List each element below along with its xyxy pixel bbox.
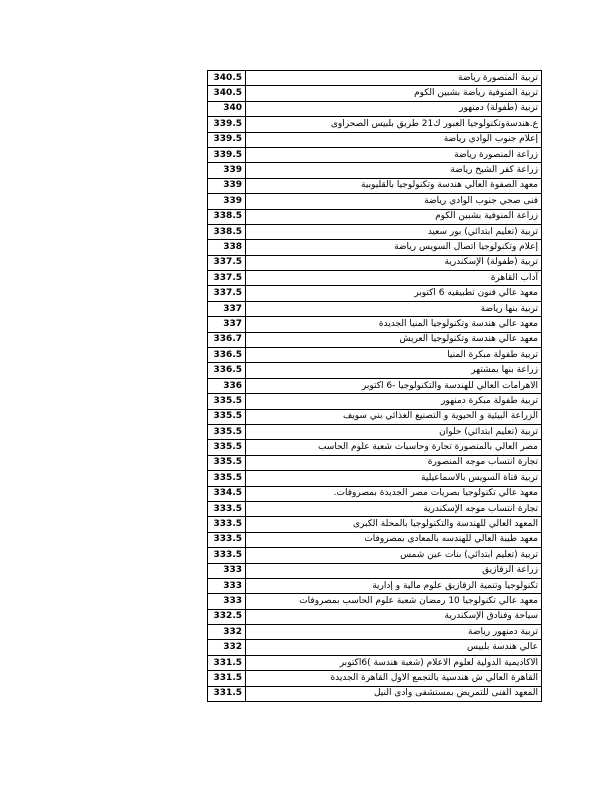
table-row — [208, 224, 542, 239]
table-row — [208, 332, 542, 347]
score-cell: 340.5 — [208, 86, 246, 101]
score-cell: 337 — [208, 317, 246, 332]
score-cell: 338.5 — [208, 209, 246, 224]
program-name-cell: فنى صحي جنوب الوادي رياضة — [246, 194, 542, 209]
program-name-cell: المعهد الفنى للتمريض بمستشفى وادى النيل — [246, 686, 542, 701]
program-name-cell: تربية (طفولة) دمنهور — [246, 101, 542, 116]
program-name-cell: القاهرة العالي ش هندسية بالتجمع الاول القاهرة الجديدة — [246, 671, 542, 686]
table-row — [208, 594, 542, 609]
score-cell: 333 — [208, 563, 246, 578]
score-cell: 340.5 — [208, 71, 246, 86]
program-name-cell: تربية (تعليم ابتدائي) حلوان — [246, 424, 542, 439]
table-row — [208, 147, 542, 162]
scores-table-container — [207, 70, 542, 702]
program-name-cell: معهد عالي تكنولوجيا 10 رمضان شعبة علوم الحاسب بمصروفات — [246, 594, 542, 609]
score-cell: 333.5 — [208, 532, 246, 547]
score-cell: 333 — [208, 578, 246, 593]
table-row — [208, 686, 542, 701]
score-cell: 336.7 — [208, 332, 246, 347]
score-cell: 339 — [208, 194, 246, 209]
score-cell: 338.5 — [208, 224, 246, 239]
table-row — [208, 178, 542, 193]
table-row — [208, 101, 542, 116]
score-cell: 334.5 — [208, 486, 246, 501]
score-cell: 339.5 — [208, 117, 246, 132]
table-row — [208, 163, 542, 178]
score-cell: 335.5 — [208, 424, 246, 439]
table-row — [208, 209, 542, 224]
program-name-cell: تربية المنصورة رياضة — [246, 71, 542, 86]
score-cell: 339 — [208, 178, 246, 193]
program-name-cell: تربية (تعليم ابتدائي) بور سعيد — [246, 224, 542, 239]
program-name-cell: معهد طيبة العالي للهندسه بالمعادى بمصروفات — [246, 532, 542, 547]
program-name-cell: الاهرامات العالي للهندسة والتكنولوجيا -6 اكتوبر — [246, 378, 542, 393]
table-row — [208, 348, 542, 363]
score-cell: 331.5 — [208, 655, 246, 670]
table-row — [208, 71, 542, 86]
table-row — [208, 409, 542, 424]
table-row — [208, 609, 542, 624]
table-row — [208, 548, 542, 563]
program-name-cell: زراعة بنها بمشتهر — [246, 363, 542, 378]
table-row — [208, 363, 542, 378]
score-cell: 339.5 — [208, 147, 246, 162]
program-name-cell: تربية بنها رياضة — [246, 301, 542, 316]
table-row — [208, 117, 542, 132]
program-name-cell: مصر العالي بالمنصورة تجارة وحاسبات شعبة علوم الحاسب — [246, 440, 542, 455]
program-name-cell: تربية (طفولة) الإسكندرية — [246, 255, 542, 270]
table-row — [208, 640, 542, 655]
table-row — [208, 240, 542, 255]
program-name-cell: ع.هندسةوتكنولوجيا العبور ك21 طريق بلبيس الصحراوى — [246, 117, 542, 132]
score-cell: 333.5 — [208, 517, 246, 532]
program-name-cell: تربية طفولة مبكرة دمنهور — [246, 394, 542, 409]
score-cell: 336.5 — [208, 363, 246, 378]
table-row — [208, 532, 542, 547]
table-row — [208, 578, 542, 593]
table-row — [208, 671, 542, 686]
table-row — [208, 471, 542, 486]
table-row — [208, 378, 542, 393]
table-row — [208, 86, 542, 101]
score-cell: 337.5 — [208, 271, 246, 286]
program-name-cell: إعلام جنوب الوادي رياضة — [246, 132, 542, 147]
program-name-cell: معهد عالي هندسة وتكنولوجيا المنيا الجديدة — [246, 317, 542, 332]
scores-table — [207, 70, 542, 702]
score-cell: 336 — [208, 378, 246, 393]
program-name-cell: تجارة انتساب موجه المنصورة — [246, 455, 542, 470]
program-name-cell: تربية المنوفية رياضة بشبين الكوم — [246, 86, 542, 101]
score-cell: 337 — [208, 301, 246, 316]
score-cell: 333.5 — [208, 501, 246, 516]
program-name-cell: معهد عالي تكنولوجيا بصريات مصر الجديدة بمصروفات. — [246, 486, 542, 501]
table-row — [208, 301, 542, 316]
table-row — [208, 286, 542, 301]
program-name-cell: الاكاديمية الدولية لعلوم الاعلام (شعبة هندسة )6اكتوبر — [246, 655, 542, 670]
score-cell: 339 — [208, 163, 246, 178]
program-name-cell: تربية قناة السويس بالاسماعيلية — [246, 471, 542, 486]
score-cell: 333 — [208, 594, 246, 609]
score-cell: 335.5 — [208, 440, 246, 455]
program-name-cell: معهد الصفوة العالي هندسة وتكنولوجيا بالقليوبية — [246, 178, 542, 193]
score-cell: 332.5 — [208, 609, 246, 624]
score-cell: 335.5 — [208, 471, 246, 486]
program-name-cell: تكنولوجيا وتنمية الزقازيق علوم مالية و إدارية — [246, 578, 542, 593]
table-row — [208, 271, 542, 286]
table-row — [208, 394, 542, 409]
table-row — [208, 317, 542, 332]
score-cell: 339.5 — [208, 132, 246, 147]
score-cell: 338 — [208, 240, 246, 255]
table-row — [208, 440, 542, 455]
score-cell: 335.5 — [208, 394, 246, 409]
scores-table-body — [208, 71, 542, 702]
program-name-cell: إعلام وتكنولوجيا اتصال السويس رياضة — [246, 240, 542, 255]
table-row — [208, 194, 542, 209]
program-name-cell: سياحة وفنادق الإسكندرية — [246, 609, 542, 624]
program-name-cell: زراعة المنصورة رياضة — [246, 147, 542, 162]
score-cell: 333.5 — [208, 548, 246, 563]
table-row — [208, 132, 542, 147]
program-name-cell: تربية دمنهور رياضة — [246, 625, 542, 640]
score-cell: 337.5 — [208, 255, 246, 270]
score-cell: 335.5 — [208, 455, 246, 470]
table-row — [208, 486, 542, 501]
score-cell: 331.5 — [208, 671, 246, 686]
program-name-cell: آداب القاهرة — [246, 271, 542, 286]
program-name-cell: زراعة الزقازيق — [246, 563, 542, 578]
table-row — [208, 255, 542, 270]
program-name-cell: تربية (تعليم ابتدائي) بنات عين شمس — [246, 548, 542, 563]
table-row — [208, 501, 542, 516]
program-name-cell: المعهد العالي للهندسة والتكنولوجيا بالمحلة الكبرى — [246, 517, 542, 532]
table-row — [208, 625, 542, 640]
table-row — [208, 655, 542, 670]
program-name-cell: زراعة المنوفية بشبين الكوم — [246, 209, 542, 224]
score-cell: 340 — [208, 101, 246, 116]
table-row — [208, 424, 542, 439]
score-cell: 335.5 — [208, 409, 246, 424]
table-row — [208, 517, 542, 532]
score-cell: 331.5 — [208, 686, 246, 701]
table-row — [208, 563, 542, 578]
program-name-cell: معهد عالي هندسة وتكنولوجيا العريش — [246, 332, 542, 347]
program-name-cell: معهد عالي فنون تطبيقيه 6 اكتوبر — [246, 286, 542, 301]
score-cell: 336.5 — [208, 348, 246, 363]
program-name-cell: عالي هندسة بلبيس — [246, 640, 542, 655]
score-cell: 337.5 — [208, 286, 246, 301]
score-cell: 332 — [208, 625, 246, 640]
program-name-cell: زراعة كفر الشيخ رياضة — [246, 163, 542, 178]
program-name-cell: تربية طفولة مبكرة المنيا — [246, 348, 542, 363]
program-name-cell: تجارة انتساب موجه الإسكندرية — [246, 501, 542, 516]
program-name-cell: الزراعة البيئية و الحيوية و التصنيع الغذائي بني سويف — [246, 409, 542, 424]
score-cell: 332 — [208, 640, 246, 655]
table-row — [208, 455, 542, 470]
